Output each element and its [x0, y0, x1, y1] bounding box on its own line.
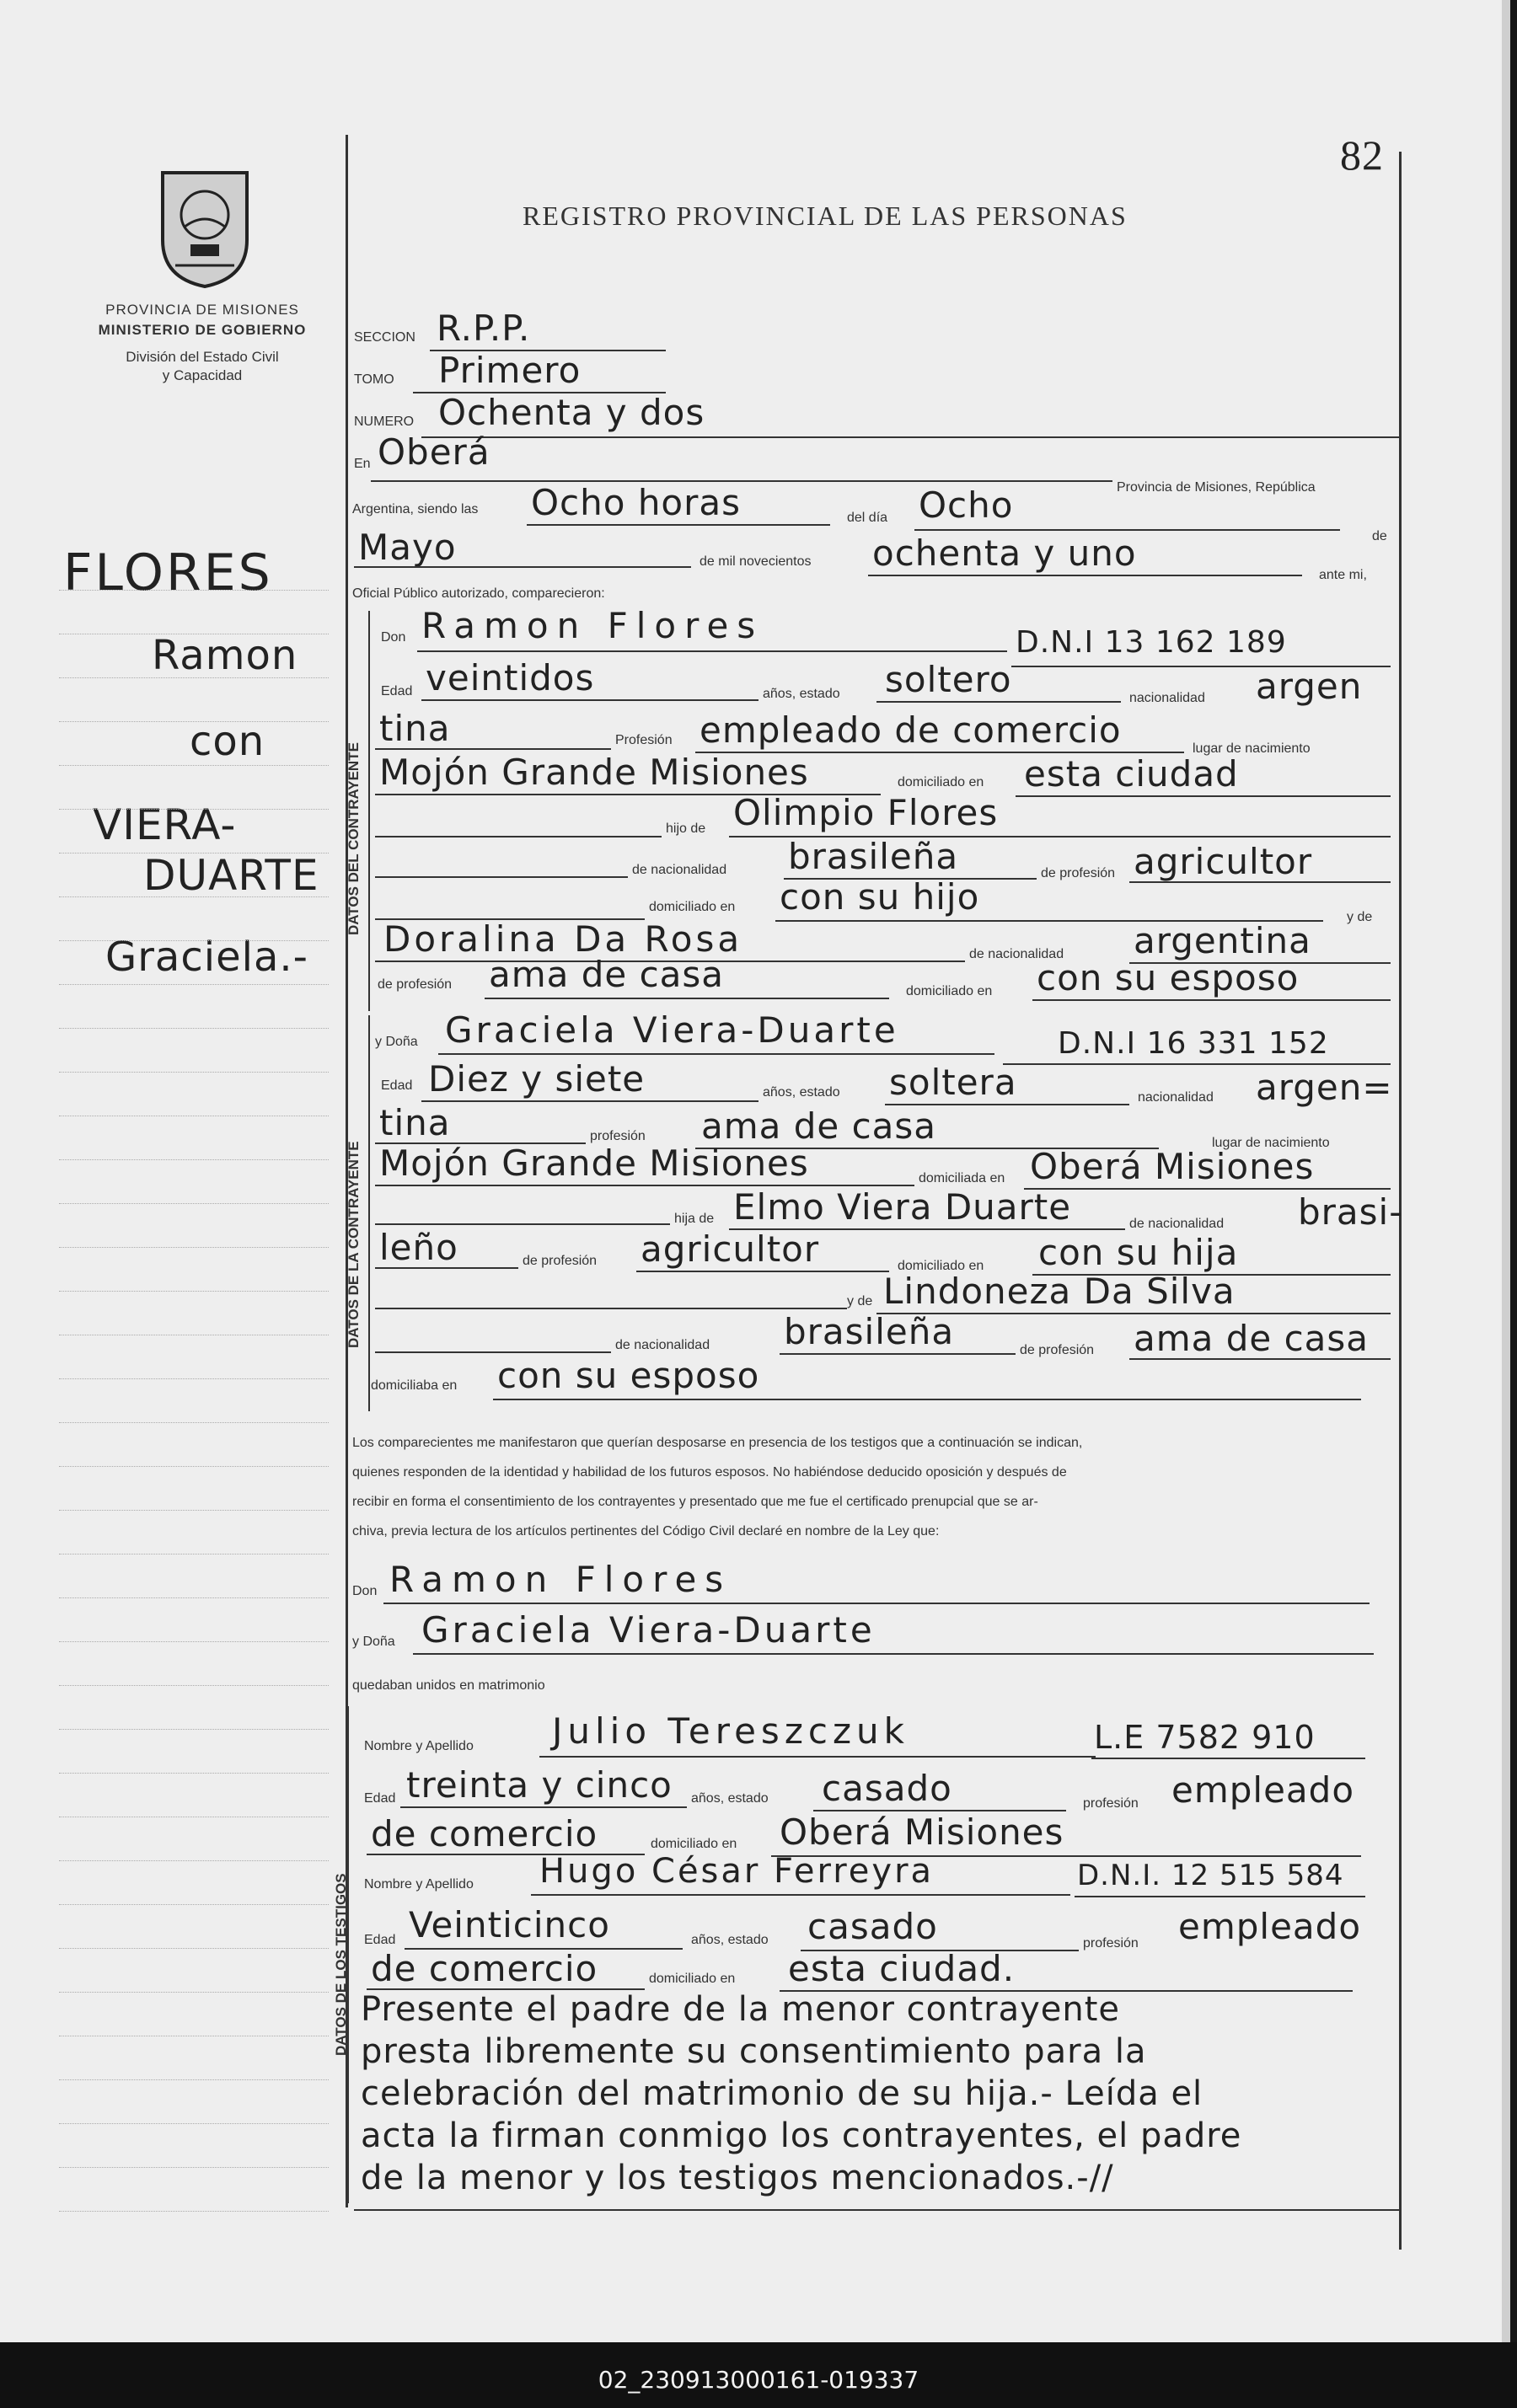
bride-y-de: y de: [847, 1294, 873, 1308]
groom-father-prof: agricultor: [1134, 841, 1313, 882]
bride-de-prof-label: de profesión: [523, 1254, 598, 1268]
groom-anos-estado: años, estado: [763, 687, 840, 701]
groom-dom2-label: domiciliado en: [649, 900, 736, 914]
groom-father-dom: con su hijo: [780, 876, 980, 918]
bride-estado: soltera: [889, 1062, 1017, 1103]
decl-don-label: Don: [352, 1584, 378, 1598]
note-line-5: de la menor y los testigos mencionados.-//: [361, 2159, 1114, 2197]
bride-mother-nat: brasileña: [784, 1311, 955, 1352]
bride-age: Diez y siete: [428, 1058, 646, 1100]
bride-nat1: argen=: [1256, 1067, 1393, 1108]
w1-nombre-label: Nombre y Apellido: [364, 1739, 474, 1753]
groom-section-label: DATOS DEL CONTRAYENTE: [346, 742, 362, 935]
bride-hija-label: hija de: [674, 1212, 715, 1226]
margin-ruling-line: [59, 1948, 329, 1949]
w1-prof2: de comercio: [371, 1813, 598, 1854]
groom-nat1: argen: [1256, 666, 1363, 707]
w1-doc: L.E 7582 910: [1094, 1719, 1316, 1756]
margin-surname: FLORES: [63, 543, 273, 602]
province-name: PROVINCIA DE MISIONES: [105, 302, 299, 318]
groom-domicile: esta ciudad: [1024, 753, 1239, 795]
month-value: Mayo: [358, 527, 457, 568]
bride-lugar-label: lugar de nacimiento: [1212, 1136, 1330, 1150]
bride-mother-nat-label: de nacionalidad: [615, 1338, 710, 1352]
groom-dom-label: domiciliado en: [898, 775, 984, 789]
groom-lugar-label: lugar de nacimiento: [1193, 741, 1311, 756]
w2-prof1: empleado: [1178, 1906, 1362, 1947]
bride-mother-dom-label: domiciliaba en: [371, 1378, 458, 1393]
groom-edad-label: Edad: [381, 684, 413, 698]
margin-ruling-line: [59, 896, 329, 897]
groom-mother-nat-label: de nacionalidad: [969, 947, 1064, 961]
groom-estado: soltero: [885, 659, 1012, 700]
w2-nombre-label: Nombre y Apellido: [364, 1877, 474, 1892]
bride-mother-prof: ama de casa: [1134, 1318, 1370, 1359]
margin-ruling-line: [59, 677, 329, 678]
declaration-line-3: recibir en forma el consentimiento de los contrayentes y presentado que me fue el certificado prenupcial que se ar-: [352, 1495, 1038, 1509]
w2-name: Hugo César Ferreyra: [539, 1852, 935, 1891]
groom-name: Ramon Flores: [421, 605, 764, 646]
provincia-text: Provincia de Misiones, República: [1117, 480, 1316, 495]
margin-ruling-line: [59, 1641, 329, 1642]
groom-mother: Doralina Da Rosa: [383, 918, 743, 960]
bride-profession: ama de casa: [701, 1105, 937, 1147]
w1-dom: Oberá Misiones: [780, 1811, 1064, 1853]
w1-name: Julio Tereszczuk: [552, 1710, 909, 1752]
margin-ruling-line: [59, 1378, 329, 1379]
w1-dom-label: domiciliado en: [651, 1837, 737, 1851]
declaration-line-1: Los comparecientes me manifestaron que querían desposarse en presencia de los testigos que a continuación se indican,: [352, 1436, 1083, 1450]
tomo-value: Primero: [438, 350, 582, 391]
bride-name: Graciela Viera-Duarte: [445, 1009, 899, 1051]
bride-nat2: tina: [379, 1102, 451, 1143]
bride-dona-label: y Doña: [375, 1035, 418, 1049]
groom-profesion-label: Profesión: [615, 733, 673, 747]
bride-birthplace: Mojón Grande Misiones: [379, 1142, 809, 1184]
margin-ruling-line: [59, 1466, 329, 1467]
margin-ruling-line: [59, 1685, 329, 1686]
bride-domicile: Oberá Misiones: [1030, 1146, 1315, 1187]
hour-value: Ocho horas: [531, 482, 742, 523]
year-value: ochenta y uno: [872, 532, 1137, 574]
bride-father-nat2: leño: [379, 1227, 458, 1268]
place-value: Oberá: [378, 431, 490, 473]
margin-ruling-line: [59, 1028, 329, 1029]
division-name: División del Estado Civil: [126, 349, 279, 365]
note-line-2: presta libremente su consentimiento para la: [361, 2032, 1147, 2071]
groom-profession: empleado de comercio: [700, 709, 1122, 751]
groom-de-prof-label: de profesión: [1041, 866, 1116, 880]
quedaban-label: quedaban unidos en matrimonio: [352, 1678, 545, 1693]
margin-ruling-line: [59, 1904, 329, 1905]
seccion-value: R.P.P.: [437, 308, 531, 349]
oficial-label: Oficial Público autorizado, comparecieron:: [352, 586, 605, 601]
bride-dom2-label: domiciliado en: [898, 1259, 984, 1273]
bride-dom-label: domiciliada en: [919, 1171, 1005, 1185]
groom-mother-dom-label: domiciliado en: [906, 984, 993, 998]
margin-ruling-line: [59, 2123, 329, 2124]
margin-ruling-line: [59, 2167, 329, 2168]
margin-ruling-line: [59, 1422, 329, 1423]
margin-ruling-line: [59, 1860, 329, 1861]
document-title: REGISTRO PROVINCIAL DE LAS PERSONAS: [523, 201, 1128, 231]
groom-nacionalidad-label: nacionalidad: [1129, 691, 1205, 705]
page-number: 82: [1340, 131, 1384, 179]
bride-anos-estado: años, estado: [763, 1085, 840, 1100]
margin-ruling-line: [59, 1159, 329, 1160]
groom-mother-prof: ama de casa: [489, 954, 725, 995]
declaration-text: [352, 1428, 1385, 1546]
w1-estado: casado: [822, 1768, 952, 1809]
margin-connector: con: [190, 718, 265, 765]
margin-ruling-line: [59, 1773, 329, 1774]
bride-section-label: DATOS DE LA CONTRAYENTE: [346, 1141, 362, 1348]
declaration-line-4: chiva, previa lectura de los artículos pertinentes del Código Civil declaré en nombre de la Ley que:: [352, 1524, 940, 1538]
day-value: Ocho: [919, 484, 1014, 526]
seccion-label: SECCION: [354, 330, 415, 345]
ministry-name: MINISTERIO DE GOBIERNO: [98, 322, 307, 338]
del-dia-label: del día: [847, 511, 888, 525]
groom-father-nat: brasileña: [788, 836, 959, 877]
bride-mother-dom: con su esposo: [497, 1355, 760, 1396]
margin-ruling-line: [59, 940, 329, 941]
margin-ruling-line: [59, 984, 329, 985]
bride-de-nac-label: de nacionalidad: [1129, 1217, 1225, 1231]
bride-dni: D.N.I 16 331 152: [1058, 1026, 1329, 1061]
witnesses-section-label: DATOS DE LOS TESTIGOS: [333, 1873, 349, 2056]
bride-father-dom: con su hija: [1038, 1232, 1239, 1273]
bride-father: Elmo Viera Duarte: [733, 1186, 1072, 1228]
numero-label: NUMERO: [354, 415, 415, 429]
closing-notes: [361, 1988, 1397, 2199]
w1-edad-label: Edad: [364, 1791, 396, 1806]
bride-father-prof: agricultor: [641, 1228, 820, 1270]
decl-dona-label: y Doña: [352, 1635, 395, 1649]
margin-ruling-line: [59, 2079, 329, 2080]
ante-mi-label: ante mi,: [1319, 568, 1367, 582]
decl-groom: Ramon Flores: [389, 1559, 732, 1600]
margin-surname2-b: DUARTE: [143, 851, 319, 900]
groom-mother-dom: con su esposo: [1037, 957, 1300, 998]
bride-edad-label: Edad: [381, 1078, 413, 1093]
bride-mother: Lindoneza Da Silva: [883, 1271, 1236, 1312]
groom-dni: D.N.I 13 162 189: [1016, 625, 1287, 660]
bride-profesion-label: profesión: [590, 1129, 646, 1143]
margin-ruling-line: [59, 1247, 329, 1248]
margin-ruling-line: [59, 1510, 329, 1511]
margin-ruling-line: [59, 809, 329, 810]
margin-surname2: VIERA-: [93, 800, 237, 849]
w2-edad-label: Edad: [364, 1933, 396, 1947]
w1-profesion-label: profesión: [1083, 1796, 1139, 1811]
margin-ruling-line: [59, 721, 329, 722]
margin-ruling-line: [59, 765, 329, 766]
groom-birthplace: Mojón Grande Misiones: [379, 752, 809, 793]
w2-anos-estado: años, estado: [691, 1933, 769, 1947]
bride-mother-prof-label: de profesión: [1020, 1343, 1095, 1357]
margin-ruling-line: [59, 1729, 329, 1730]
note-line-4: acta la firman conmigo los contrayentes, el padre: [361, 2116, 1242, 2155]
margin-ruling-line: [59, 1072, 329, 1073]
margin-ruling-line: [59, 1203, 329, 1204]
w2-profesion-label: profesión: [1083, 1936, 1139, 1950]
groom-age: veintidos: [426, 657, 595, 698]
tomo-label: TOMO: [354, 372, 394, 387]
margin-ruling-line: [59, 590, 329, 591]
decl-bride: Graciela Viera-Duarte: [421, 1609, 876, 1651]
w2-estado: casado: [807, 1906, 938, 1947]
margin-ruling-line: [59, 1992, 329, 1993]
w1-anos-estado: años, estado: [691, 1791, 769, 1806]
w2-age: Veinticinco: [409, 1904, 610, 1945]
groom-don-label: Don: [381, 630, 406, 645]
groom-mother-nat: argentina: [1134, 920, 1311, 961]
w2-doc: D.N.I. 12 515 584: [1077, 1859, 1344, 1892]
note-line-3: celebración del matrimonio de su hija.- Leída el: [361, 2074, 1203, 2113]
groom-father: Olimpio Flores: [733, 792, 999, 833]
note-line-1: Presente el padre de la menor contrayente: [361, 1990, 1121, 2029]
groom-nat2: tina: [379, 708, 451, 749]
w2-dom: esta ciudad.: [788, 1948, 1016, 1989]
margin-name2: Graciela.-: [105, 934, 308, 981]
en-label: En: [354, 457, 371, 471]
groom-hijo-label: hijo de: [666, 821, 706, 836]
margin-ruling-line: [59, 2211, 329, 2212]
w2-dom-label: domiciliado en: [649, 1972, 736, 1986]
bride-father-nat1: brasi-: [1298, 1191, 1403, 1233]
numero-value: Ochenta y dos: [438, 392, 705, 433]
margin-name: Ramon: [152, 632, 298, 679]
province-seal-icon: [150, 164, 260, 295]
de-label: de: [1372, 529, 1387, 543]
de-mil-label: de mil novecientos: [700, 554, 812, 569]
division-name-2: y Capacidad: [162, 367, 243, 383]
w1-age: treinta y cinco: [406, 1764, 673, 1806]
bride-nacionalidad-label: nacionalidad: [1138, 1090, 1214, 1105]
argentina-text: Argentina, siendo las: [352, 502, 479, 516]
w2-prof2: de comercio: [371, 1948, 598, 1989]
w1-prof1: empleado: [1171, 1769, 1355, 1811]
groom-y-de: y de: [1347, 910, 1373, 924]
margin-ruling-line: [59, 1291, 329, 1292]
groom-de-nac-label: de nacionalidad: [632, 863, 727, 877]
groom-mother-prof-label: de profesión: [378, 977, 453, 992]
margin-ruling-line: [59, 853, 329, 854]
declaration-line-2: quienes responden de la identidad y habilidad de los futuros esposos. No habiéndose deducido oposición y después de: [352, 1465, 1067, 1480]
margin-ruling-line: [59, 1597, 329, 1598]
image-caption: 02_230913000161-019337: [598, 2366, 919, 2394]
